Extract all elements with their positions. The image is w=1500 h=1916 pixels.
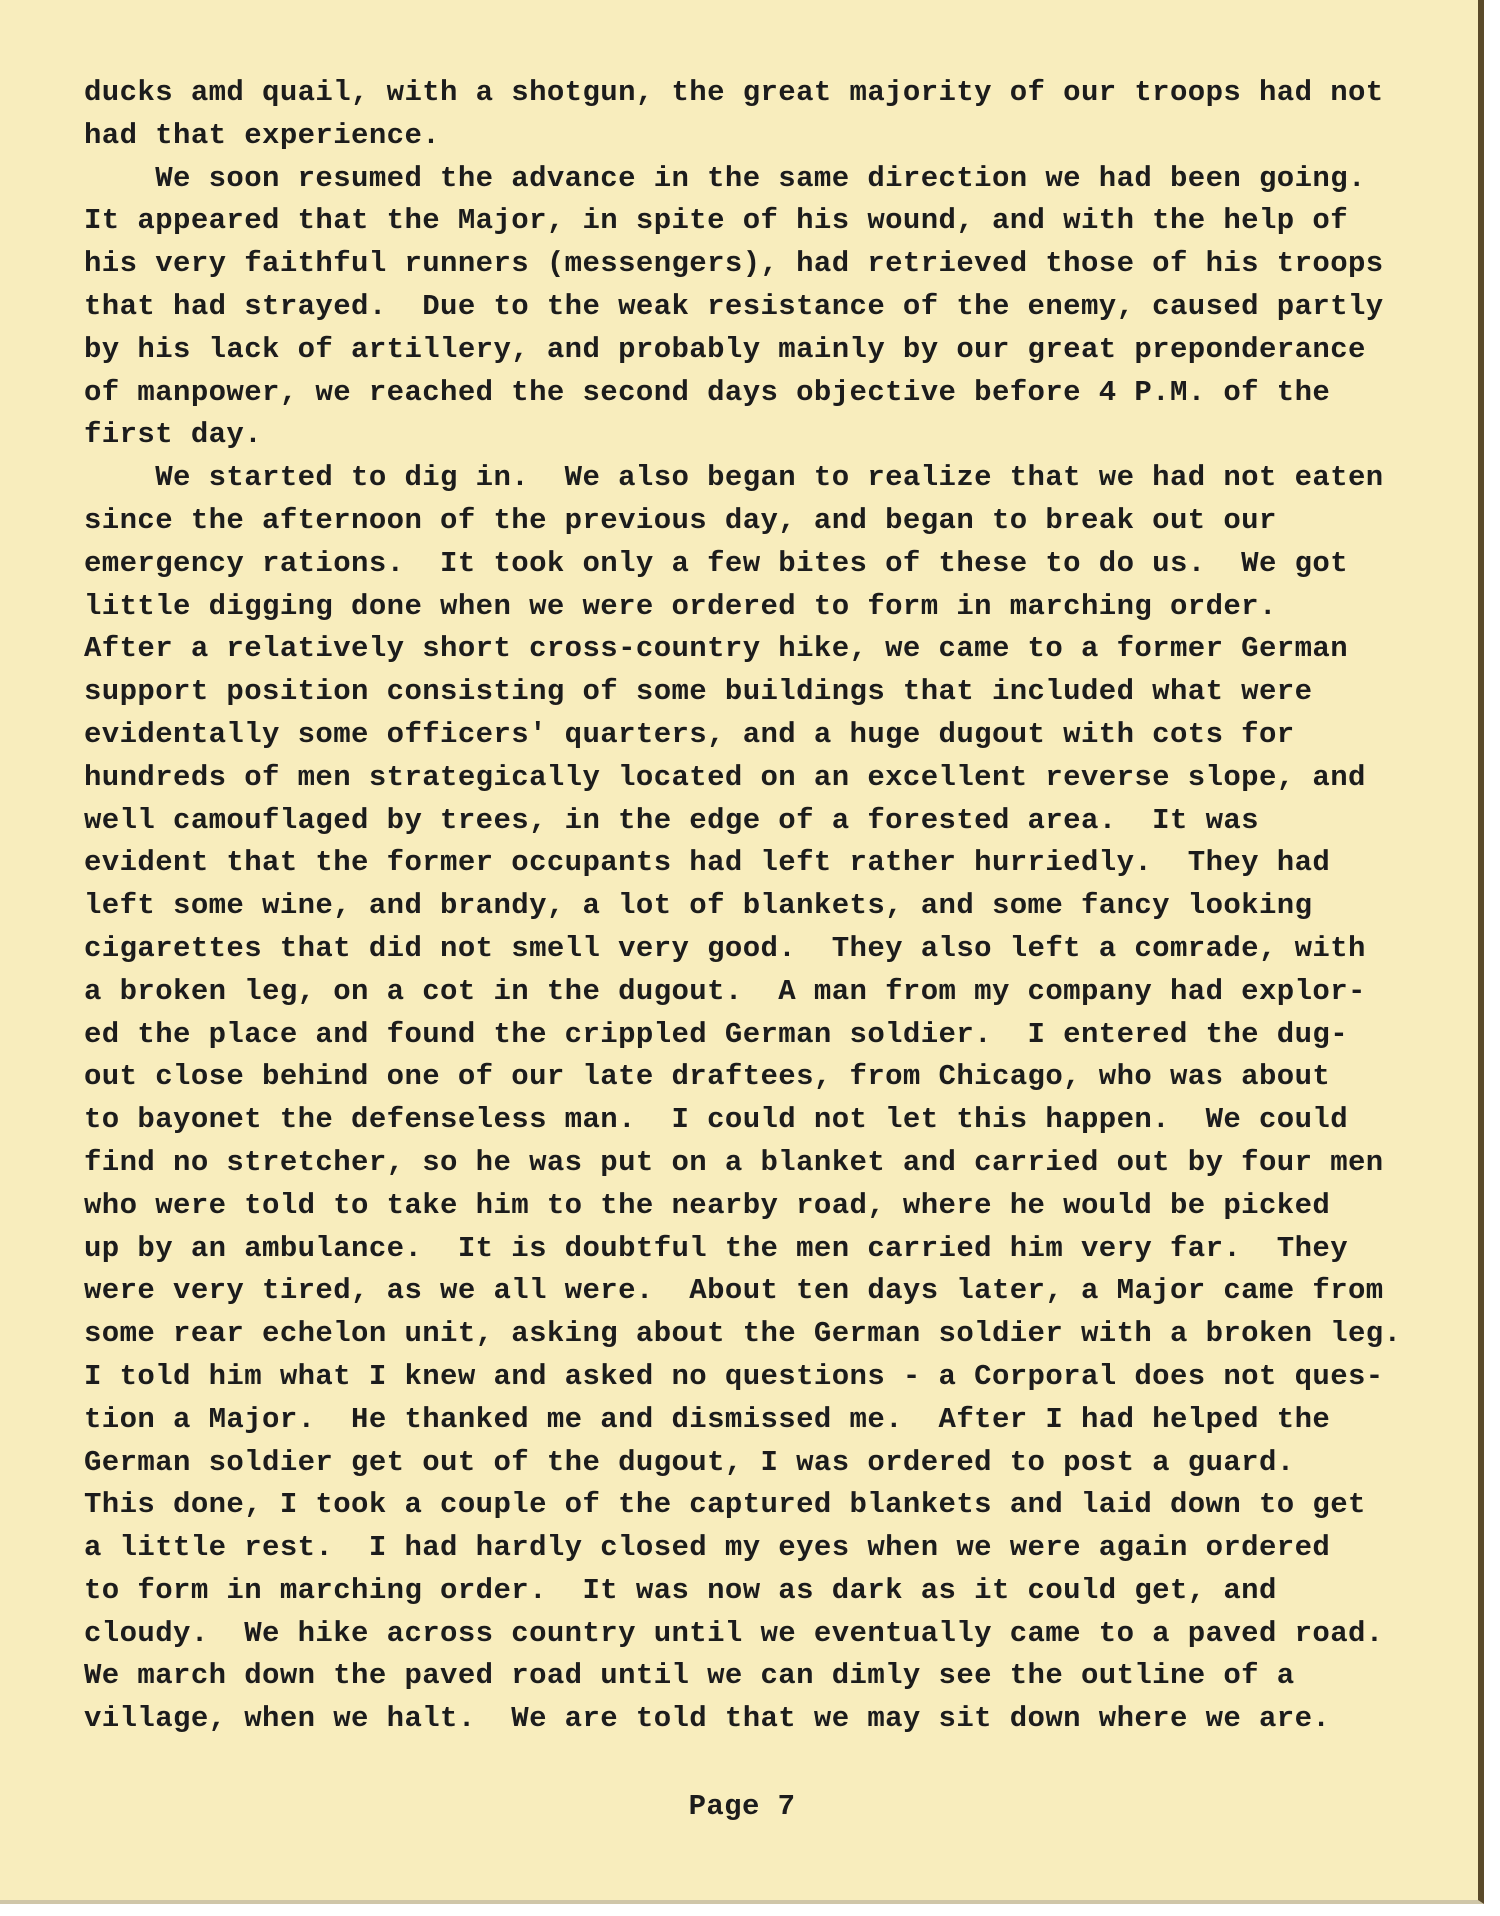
text-line: It appeared that the Major, in spite of his wound, and with the help of [84, 204, 1349, 238]
text-line: little digging done when we were ordered to form in marching order. [84, 589, 1277, 623]
text-line: his very faithful runners (messengers), had retrieved those of his troops [84, 247, 1384, 281]
text-line: German soldier get out of the dugout, I was ordered to post a guard. [84, 1445, 1295, 1479]
text-line: who were told to take him to the nearby road, where he would be picked [84, 1188, 1331, 1222]
text-line: emergency rations. It took only a few bites of these to do us. We got [84, 546, 1349, 580]
text-line: of manpower, we reached the second days objective before 4 P.M. of the [84, 375, 1331, 409]
text-line: up by an ambulance. It is doubtful the men carried him very far. They [84, 1231, 1349, 1265]
text-line: since the afternoon of the previous day, and began to break out our [84, 503, 1277, 537]
text-line: had that experience. [84, 118, 441, 152]
text-line: hundreds of men strategically located on an excellent reverse slope, and [84, 760, 1366, 794]
text-line: a broken leg, on a cot in the dugout. A man from my company had explor- [84, 974, 1366, 1008]
text-line: ed the place and found the crippled German soldier. I entered the dug- [84, 1017, 1349, 1051]
text-line: cloudy. We hike across country until we eventually came to a paved road. [84, 1616, 1384, 1650]
text-line: that had strayed. Due to the weak resistance of the enemy, caused partly [84, 289, 1384, 323]
text-line: to bayonet the defenseless man. I could not let this happen. We could [84, 1103, 1349, 1137]
text-line: evident that the former occupants had left rather hurriedly. They had [84, 846, 1331, 880]
text-line: I told him what I knew and asked no questions - a Corporal does not ques- [84, 1359, 1384, 1393]
text-line: tion a Major. He thanked me and dismissed me. After I had helped the [84, 1402, 1331, 1436]
page-number: Page 7 [688, 1790, 796, 1823]
text-line: support position consisting of some buildings that included what were [84, 675, 1313, 709]
text-line: evidentally some officers' quarters, and a huge dugout with cots for [84, 717, 1295, 751]
text-line: After a relatively short cross-country hike, we came to a former German [84, 632, 1349, 666]
text-line: cigarettes that did not smell very good. They also left a comrade, with [84, 931, 1366, 965]
text-line: some rear echelon unit, asking about the German soldier with a broken leg. [84, 1317, 1402, 1351]
text-line: well camouflaged by trees, in the edge of a forested area. It was [84, 803, 1259, 837]
text-line: a little rest. I had hardly closed my eyes when we were again ordered [84, 1531, 1331, 1565]
text-line: find no stretcher, so he was put on a blanket and carried out by four men [84, 1145, 1384, 1179]
text-line: We started to dig in. We also began to realize that we had not eaten [84, 461, 1384, 495]
text-line: village, when we halt. We are told that we may sit down where we are. [84, 1702, 1331, 1736]
text-line: out close behind one of our late draftees, from Chicago, who was about [84, 1060, 1331, 1094]
text-line: We march down the paved road until we can dimly see the outline of a [84, 1659, 1295, 1693]
text-line: by his lack of artillery, and probably mainly by our great preponderance [84, 332, 1366, 366]
text-line: were very tired, as we all were. About ten days later, a Major came from [84, 1274, 1384, 1308]
text-line: This done, I took a couple of the captured blankets and laid down to get [84, 1488, 1366, 1522]
text-line: We soon resumed the advance in the same direction we had been going. [84, 161, 1366, 195]
text-line: first day. [84, 418, 263, 452]
body-text [84, 72, 1424, 1741]
text-line: ducks amd quail, with a shotgun, the great majority of our troops had not [84, 76, 1384, 109]
text-line: to form in marching order. It was now as dark as it could get, and [84, 1573, 1277, 1607]
text-line: left some wine, and brandy, a lot of blankets, and some fancy looking [84, 889, 1313, 923]
